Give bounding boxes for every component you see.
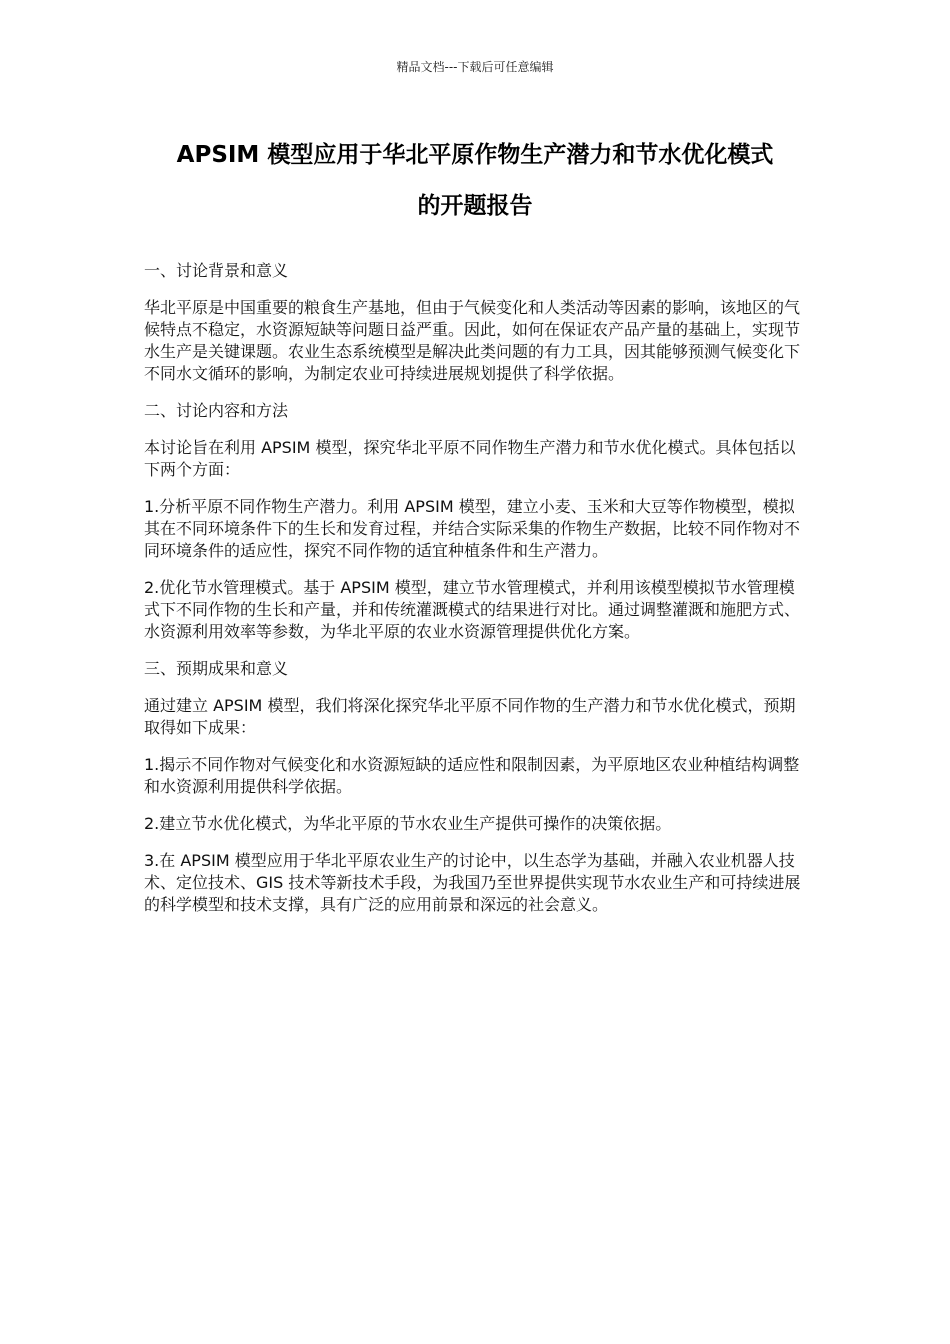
paragraph-results-item-1: 1.揭示不同作物对气候变化和水资源短缺的适应性和限制因素，为平原地区农业种植结构调整和水资源利用提供科学依据。 [144,755,800,796]
paragraph-content-item-1: 1.分析平原不同作物生产潜力。利用 APSIM 模型，建立小麦、玉米和大豆等作物模型，模拟其在不同环境条件下的生长和发育过程，并结合实际采集的作物生产数据，比较不同作物对不同环境条件的适应性，探究不同作物的适宜种植条件和生产潜力。 [144,497,801,560]
section-heading-content-methods: 二、讨论内容和方法 [144,401,289,420]
section-heading-background: 一、讨论背景和意义 [144,261,289,280]
paragraph-background: 华北平原是中国重要的粮食生产基地，但由于气候变化和人类活动等因素的影响，该地区的气候特点不稳定，水资源短缺等问题日益严重。因此，如何在保证农产品产量的基础上，实现节水生产是关键课题。农业生态系统模型是解决此类问题的有力工具，因其能够预测气候变化下不同水文循环的影响，为制定农业可持续进展规划提供了科学依据。 [144,298,801,383]
paragraph-results-item-3: 3.在 APSIM 模型应用于华北平原农业生产的讨论中，以生态学为基础，并融入农业机器人技术、定位技术、GIS 技术等新技术手段，为我国乃至世界提供实现节水农业生产和可持续进展的科学模型和技术支撑，具有广泛的应用前景和深远的社会意义。 [144,851,801,914]
document-title-line-1: APSIM 模型应用于华北平原作物生产潜力和节水优化模式 [176,142,774,168]
paragraph-results-intro: 通过建立 APSIM 模型，我们将深化探究华北平原不同作物的生产潜力和节水优化模式，预期取得如下成果： [144,696,796,737]
paragraph-content-item-2: 2.优化节水管理模式。基于 APSIM 模型，建立节水管理模式，并利用该模型模拟节水管理模式下不同作物的生长和产量，并和传统灌溉模式的结果进行对比。通过调整灌溉和施肥方式、水资源利用效率等参数，为华北平原的农业水资源管理提供优化方案。 [144,578,801,641]
paragraph-content-intro: 本讨论旨在利用 APSIM 模型，探究华北平原不同作物生产潜力和节水优化模式。具体包括以下两个方面： [144,438,796,479]
header-note: 精品文档---下载后可任意编辑 [396,60,554,74]
document-title-line-2: 的开题报告 [417,193,533,219]
paragraph-results-item-2: 2.建立节水优化模式，为华北平原的节水农业生产提供可操作的决策依据。 [144,814,672,833]
document-body [144,260,810,931]
document-title [120,130,830,232]
section-heading-expected-results: 三、预期成果和意义 [144,659,289,678]
